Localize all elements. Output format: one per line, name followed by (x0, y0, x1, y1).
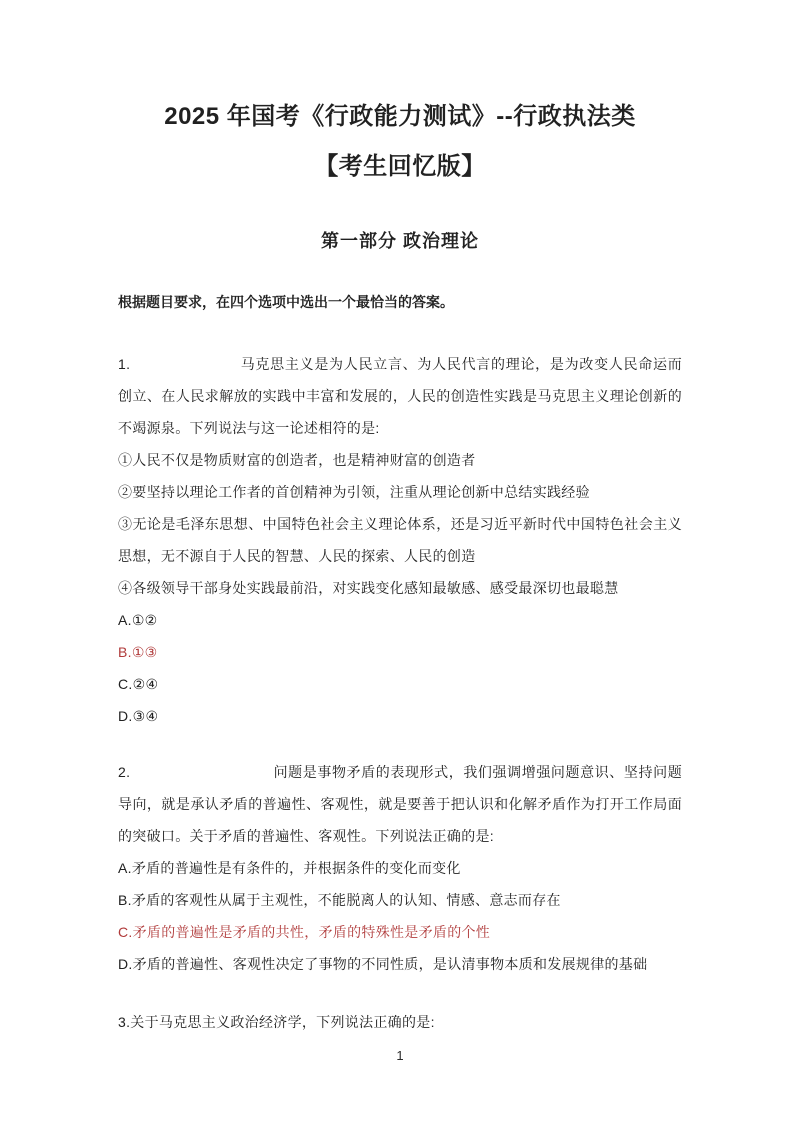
question-1-number: 1. (118, 356, 131, 372)
question-1-statement-1: ①人民不仅是物质财富的创造者，也是精神财富的创造者 (118, 452, 476, 468)
question-1 (118, 348, 682, 732)
question-3-stem-text: 关于马克思主义政治经济学，下列说法正确的是: (130, 1014, 435, 1030)
question-2-option-d: D.矛盾的普遍性、客观性决定了事物的不同性质，是认清事物本质和发展规律的基础 (118, 956, 648, 972)
question-3-stem (118, 1006, 682, 1038)
question-2 (118, 756, 682, 980)
question-1-option-c: C.②④ (118, 676, 159, 692)
question-1-statement-4: ④各级领导干部身处实践最前沿，对实践变化感知最敏感、感受最深切也最聪慧 (118, 580, 619, 596)
document-title-line1: 2025 年国考《行政能力测试》--行政执法类 (164, 103, 636, 130)
question-1-option-a: A.①② (118, 612, 158, 628)
question-2-stem (118, 756, 682, 852)
question-3 (118, 1006, 682, 1038)
question-1-stem (118, 348, 682, 444)
question-3-number: 3. (118, 1014, 131, 1030)
page-number: 1 (396, 1048, 404, 1063)
blank-space (130, 776, 273, 777)
question-2-stem-text: 问题是事物矛盾的表现形式，我们强调增强问题意识、坚持问题导向，就是承认矛盾的普遍性、客观性，就是要善于把认识和化解矛盾作为打开工作局面的突破口。关于矛盾的普遍性、客观性。下列说法正确的是: (118, 764, 682, 844)
question-2-option-b: B.矛盾的客观性从属于主观性，不能脱离人的认知、情感、意志而存在 (118, 892, 561, 908)
question-1-statement-3: ③无论是毛泽东思想、中国特色社会主义理论体系，还是习近平新时代中国特色社会主义思想，无不源自于人民的智慧、人民的探索、人民的创造 (118, 516, 682, 564)
question-1-option-b: B.①③ (118, 644, 158, 660)
question-2-number: 2. (118, 764, 131, 780)
question-1-statement-2: ②要坚持以理论工作者的首创精神为引领，注重从理论创新中总结实践经验 (118, 484, 590, 500)
blank-space (130, 368, 240, 369)
document-title (118, 92, 682, 192)
section-heading: 第一部分 政治理论 (320, 231, 479, 251)
question-2-option-a: A.矛盾的普遍性是有条件的，并根据条件的变化而变化 (118, 860, 461, 876)
question-1-option-d: D.③④ (118, 708, 159, 724)
question-1-stem-text: 马克思主义是为人民立言、为人民代言的理论，是为改变人民命运而创立、在人民求解放的实践中丰富和发展的，人民的创造性实践是马克思主义理论创新的不竭源泉。下列说法与这一论述相符的是: (118, 356, 682, 436)
instruction-text: 根据题目要求，在四个选项中选出一个最恰当的答案。 (118, 294, 454, 310)
question-2-option-c: C.矛盾的普遍性是矛盾的共性，矛盾的特殊性是矛盾的个性 (118, 924, 491, 940)
document-title-line2: 【考生回忆版】 (314, 153, 486, 180)
page-footer (118, 1046, 682, 1066)
